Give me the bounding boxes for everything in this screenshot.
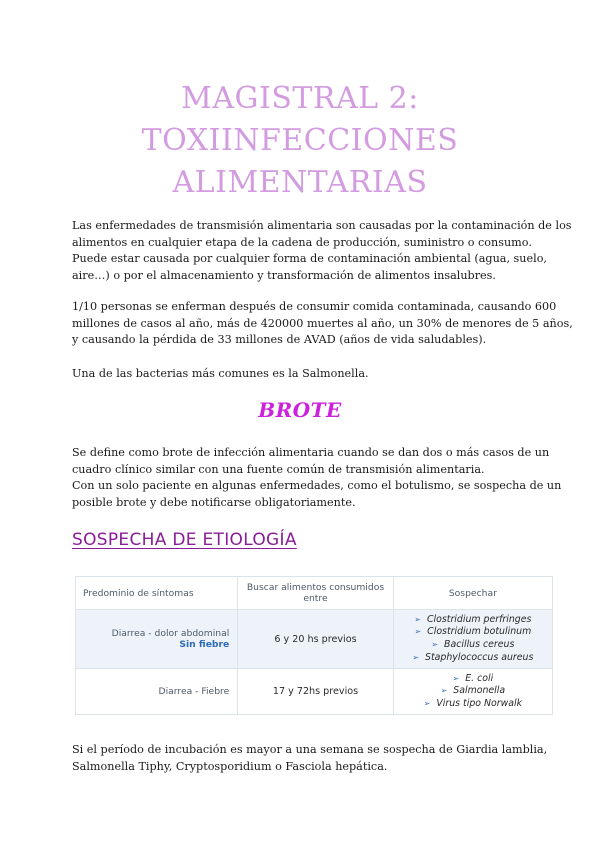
section-heading-etiologia: SOSPECHA DE ETIOLOGÍA [72,530,297,550]
closing-paragraph [72,742,548,775]
header-suspects: Sospechar [393,577,552,610]
arrow-icon: ➢ [440,686,448,696]
title-line-1: MAGISTRAL 2: [181,81,419,116]
suspect-item [394,698,552,711]
suspect-name: Clostridium perfringes [427,613,532,625]
arrow-icon: ➢ [412,652,420,662]
suspect-item [394,626,552,639]
arrow-icon: ➢ [431,640,439,649]
document-title [0,78,600,204]
intro-line: Puede estar causada por cualquier forma de contaminación ambiental (agua, suelo, [72,252,547,266]
etiology-table [75,576,553,715]
arrow-icon: ➢ [414,614,421,624]
title-line-3: ALIMENTARIAS [172,165,428,200]
brote-line: Con un solo paciente en algunas enfermedades, como el botulismo, se sospecha de un [72,479,562,493]
intro-line: alimentos en cualquier etapa de la cadena de producción, suministro o consumo. [72,235,532,249]
table-row [76,610,553,669]
cell-suspects [393,669,552,715]
arrow-icon: ➢ [452,673,460,683]
header-window: Buscar alimentos consumidos entre [238,577,393,610]
stats-line: millones de casos al año, más de 420000 muertes al año, un 30% de menores de 5 años, [72,316,573,330]
header-symptoms: Predominio de síntomas [76,577,238,610]
arrow-icon: ➢ [414,627,422,637]
intro-paragraph [72,218,572,284]
title-line-2: TOXIINFECCIONES [141,123,459,158]
stats-line: y causando la pérdida de 33 millones de AVAD (años de vida saludables). [72,333,487,347]
suspect-name: E. coli [465,672,494,684]
suspect-item [394,685,552,698]
closing-line: Si el período de incubación es mayor a una semana se sospecha de Giardia lamblia, [72,743,548,756]
brote-line: cuadro clínico similar con una fuente común de transmisión alimentaria. [72,462,485,476]
brote-line: Se define como brote de infección alimentaria cuando se dan dos o más casos de un [72,446,550,459]
suspect-name: Salmonella [453,685,506,697]
suspect-item [394,673,552,686]
suspect-name: Bacillus cereus [444,639,515,650]
table-header-row [76,577,553,610]
suspect-item [394,652,552,665]
suspect-name: Virus tipo Norwalk [436,697,523,709]
stats-paragraph [72,299,573,349]
closing-line: Salmonella Tiphy, Cryptosporidium o Fasciola hepática. [72,759,388,773]
arrow-icon: ➢ [423,698,431,708]
suspect-name: Staphylococcus aureus [425,651,534,663]
cell-symptoms [76,669,238,715]
brote-heading: BROTE [258,398,342,422]
intro-line: Las enfermedades de transmisión alimentaria son causadas por la contaminación de los [72,219,572,232]
brote-line: posible brote y debe notificarse obligatoriamente. [72,495,356,509]
no-fever-note: Sin fiebre [179,639,230,650]
cell-window: 6 y 20 hs previos [238,610,393,669]
cell-suspects [393,610,552,669]
brote-paragraph [72,445,562,511]
suspect-name: Clostridium botulinum [427,626,532,638]
suspect-item [394,639,552,652]
stats-line: 1/10 personas se enferman después de consumir comida contaminada, causando 600 [72,300,557,313]
cell-window: 17 y 72hs previos [238,669,393,715]
symptoms-text: Diarrea - dolor abdominal [111,628,230,639]
table-row [76,669,553,715]
salmonella-paragraph [72,366,532,383]
symptoms-text: Diarrea - Fiebre [158,686,230,697]
suspect-item [394,614,552,627]
salmonella-line: Una de las bacterias más comunes es la Salmonella. [72,367,369,380]
cell-symptoms [76,610,238,669]
intro-line: aire…) o por el almacenamiento y transformación de alimentos insalubres. [72,268,496,282]
